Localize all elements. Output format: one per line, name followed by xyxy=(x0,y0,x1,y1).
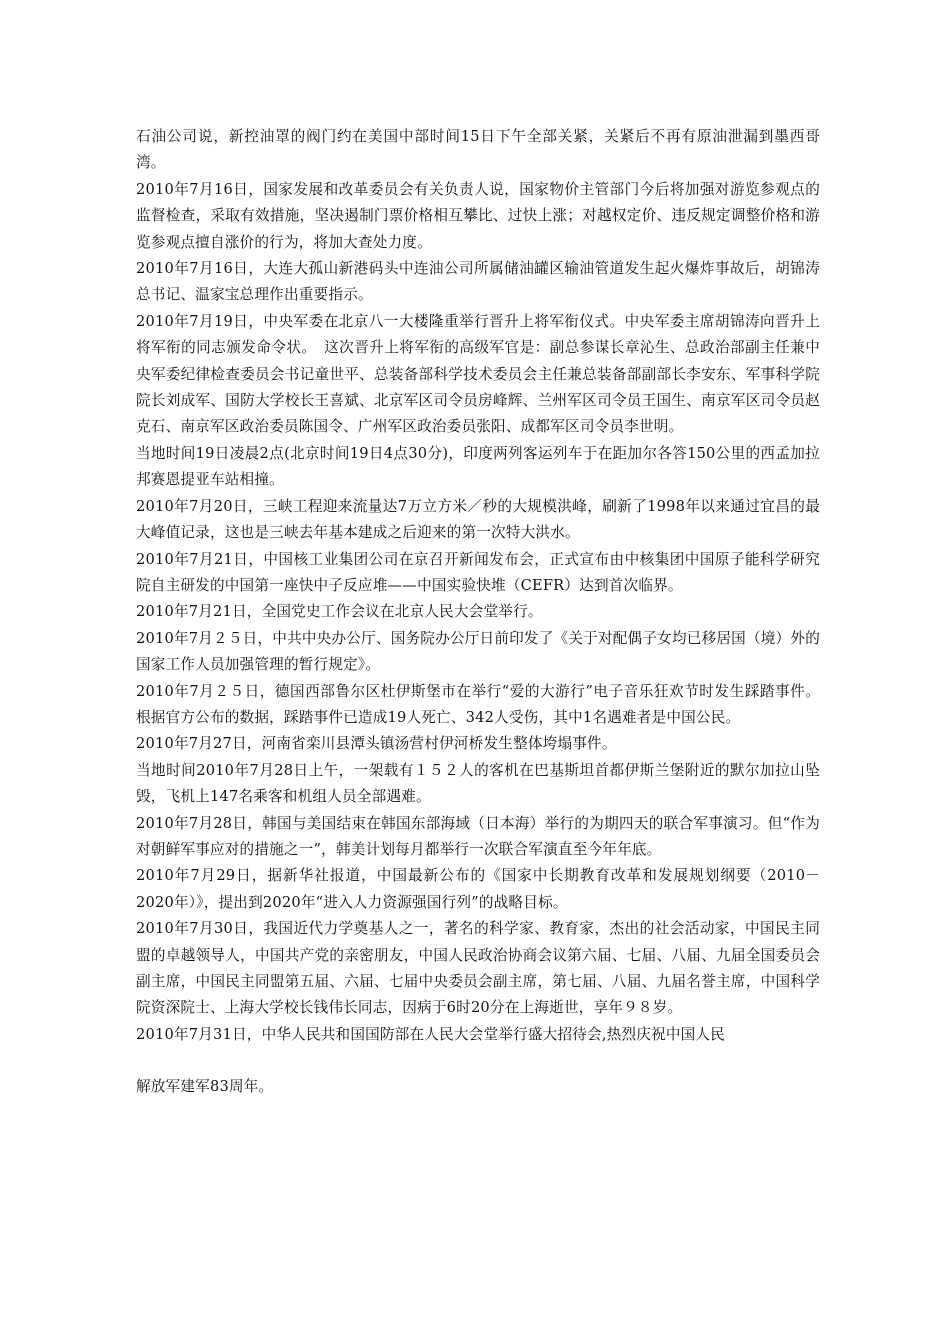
document-body xyxy=(136,124,820,1101)
paragraph: 2010年7月27日，河南省栾川县潭头镇汤营村伊河桥发生整体垮塌事件。 xyxy=(136,735,617,753)
paragraph: 2010年7月16日，大连大孤山新港码头中连油公司所属储油罐区输油管道发生起火爆炸事故后，胡锦涛总书记、温家宝总理作出重要指示。 xyxy=(136,260,820,304)
paragraph: 石油公司说，新控油罩的阀门约在美国中部时间15日下午全部关紧，关紧后不再有原油泄漏到墨西哥湾。 xyxy=(136,128,820,172)
paragraph: 当地时间2010年7月28日上午，一架载有１５２人的客机在巴基斯坦首都伊斯兰堡附近的默尔加拉山坠毁，飞机上147名乘客和机组人员全部遇难。 xyxy=(136,761,820,806)
paragraph-tail: 解放军建军83周年。 xyxy=(136,1078,274,1096)
paragraph: 2010年7月20日，三峡工程迎来流量达7万立方米／秒的大规模洪峰，刷新了1998年以来通过宜昌的最大峰值记录，这也是三峡去年基本建成之后迎来的第一次特大洪水。 xyxy=(136,497,820,542)
paragraph: 2010年7月29日，据新华社报道，中国最新公布的《国家中长期教育改革和发展规划纲要（2010－2020年）》，提出到2020年“进入人力资源强国行列”的战略目标。 xyxy=(136,867,820,911)
paragraph: 2010年7月21日，中国核工业集团公司在京召开新闻发布会，正式宣布由中核集团中国原子能科学研究院自主研发的中国第一座快中子反应堆——中国实验快堆（CEFR）达到首次临界。 xyxy=(136,550,820,594)
paragraph: 2010年7月30日，我国近代力学奠基人之一，著名的科学家、教育家，杰出的社会活动家，中国民主同盟的卓越领导人，中国共产党的亲密朋友，中国人民政治协商会议第六届、七届、八届、九届全国委员会副主席，中国民主同盟第五届、六届、七届中央委员会副主席，第七届、八届、九届名誉主席，中国科学院资深院士、上海大学校长钱伟长同志，因病于6时20分在上海逝世，享年９８岁。 xyxy=(136,920,820,1017)
paragraph: 2010年7月21日，全国党史工作会议在北京人民大会堂举行。 xyxy=(136,603,543,621)
paragraph: 2010年7月19日，中央军委在北京八一大楼隆重举行晋升上将军衔仪式。中央军委主席胡锦涛向晋升上将军衔的同志颁发命令状。 这次晋升上将军衔的高级军官是：副总参谋长章沁生、总政治部副主任兼中央军委纪律检查委员会书记童世平、总装备部科学技术委员会主任兼总装备部副部长李安东、军事科学院院长刘成军、国防大学校长王喜斌、北京军区司令员房峰辉、兰州军区司令员王国生、南京军区司令员赵克石、南京军区政治委员陈国令、广州军区政治委员张阳、成都军区司令员李世明。 xyxy=(136,312,820,436)
paragraph: 2010年7月28日，韩国与美国结束在韩国东部海域（日本海）举行的为期四天的联合军事演习。但“作为对朝鲜军事应对的措施之一”，韩美计划每月都举行一次联合军演直至今年年底。 xyxy=(136,814,820,858)
paragraph: 当地时间19日凌晨2点(北京时间19日4点30分)，印度两列客运列车于在距加尔各答150公里的西孟加拉邦赛恩提亚车站相撞。 xyxy=(136,444,820,489)
paragraph: 2010年7月２５日，中共中央办公厅、国务院办公厅日前印发了《关于对配偶子女均已移居国（境）外的国家工作人员加强管理的暂行规定》。 xyxy=(136,629,820,674)
paragraph: 2010年7月２５日，德国西部鲁尔区杜伊斯堡市在举行“爱的大游行”电子音乐狂欢节时发生踩踏事件。根据官方公布的数据，踩踏事件已造成19人死亡、342人受伤，其中1名遇难者是中国公民。 xyxy=(136,682,820,726)
paragraph: 2010年7月16日，国家发展和改革委员会有关负责人说，国家物价主管部门今后将加强对游览参观点的监督检查，采取有效措施，坚决遏制门票价格相互攀比、过快上涨；对越权定价、违反规定调整价格和游览参观点擅自涨价的行为，将加大查处力度。 xyxy=(136,180,820,251)
paragraph: 2010年7月31日，中华人民共和国国防部在人民大会堂举行盛大招待会,热烈庆祝中国人民 xyxy=(136,1025,726,1043)
